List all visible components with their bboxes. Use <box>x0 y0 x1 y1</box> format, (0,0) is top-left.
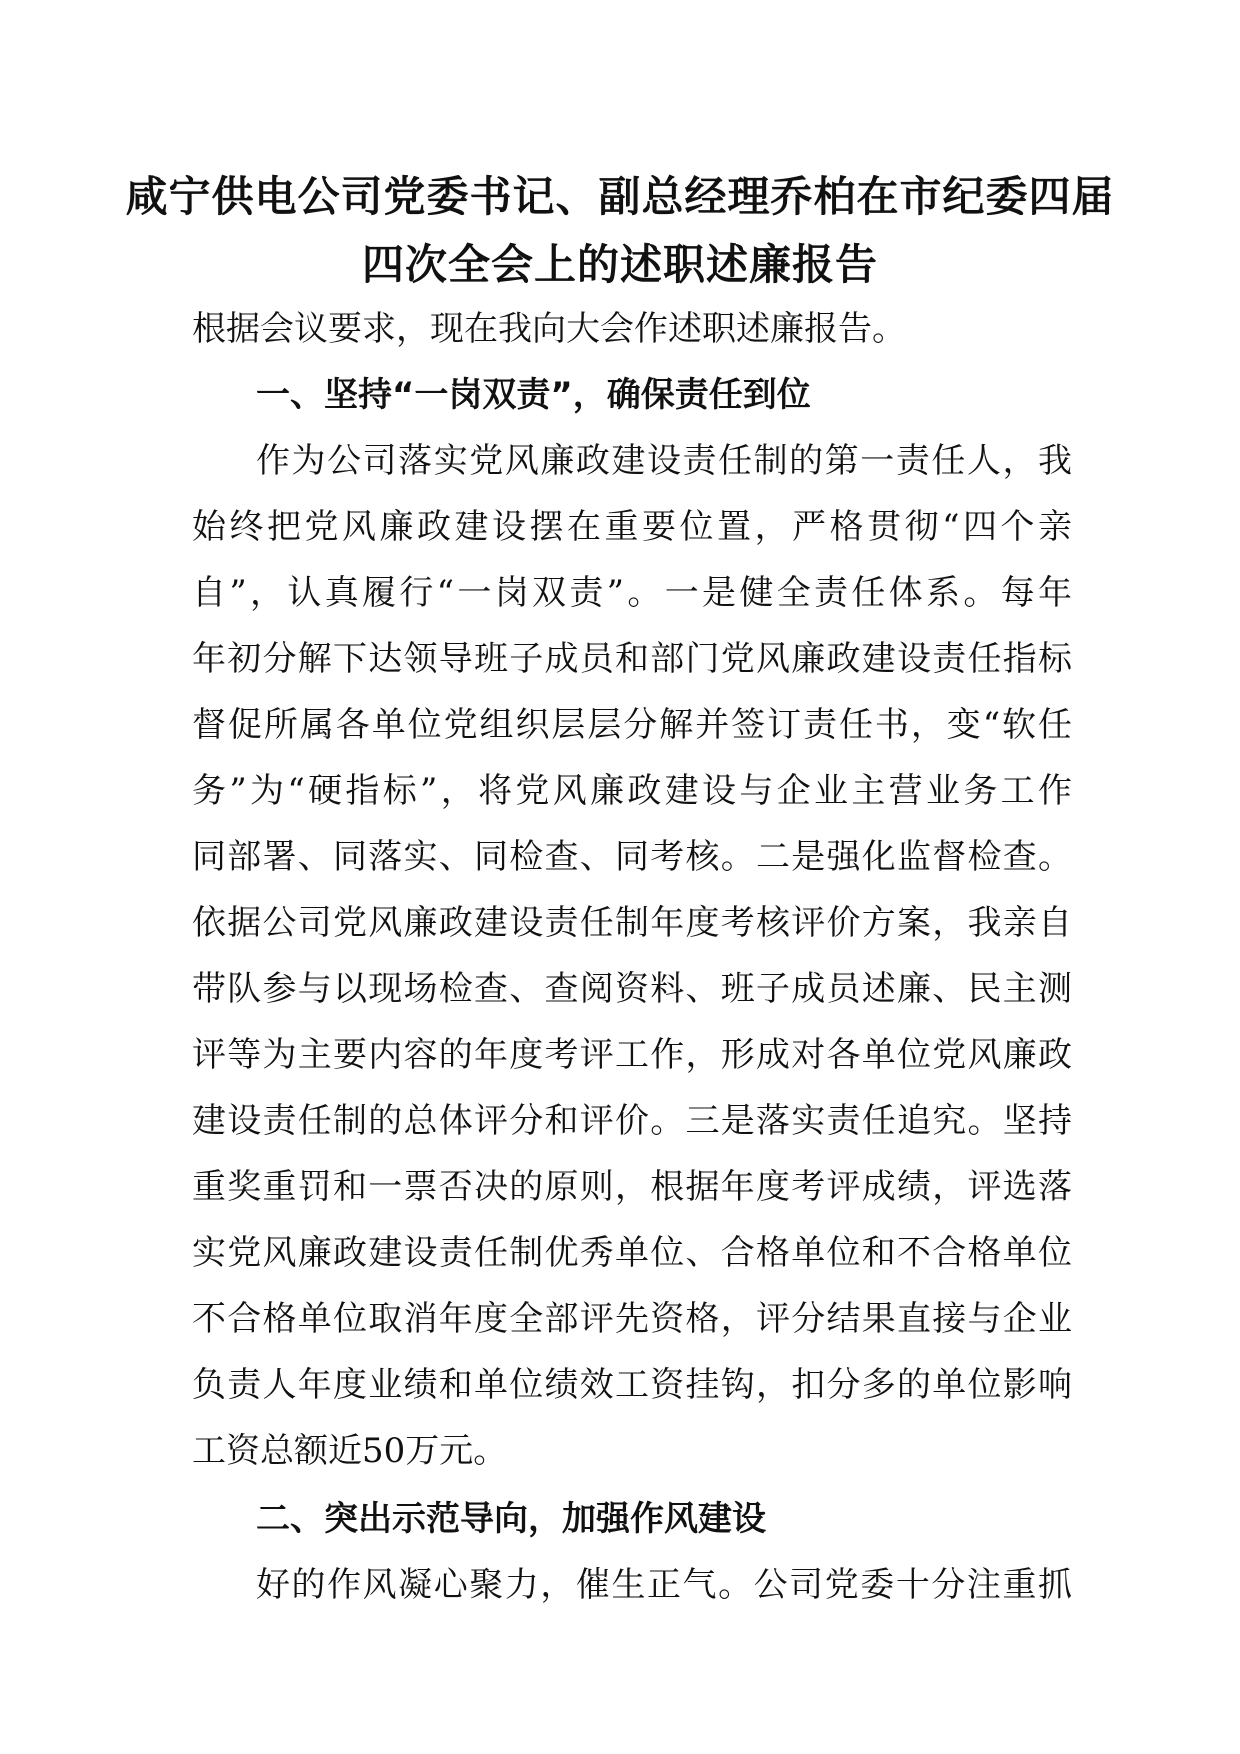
section-2-line: 好的作风凝心聚力，催生正气。公司党委十分注重抓 <box>256 1565 1072 1605</box>
section-1-line: 依据公司党风廉政建设责任制年度考核评价方案，我亲自 <box>192 903 1072 943</box>
section-1-line: 作为公司落实党风廉政建设责任制的第一责任人，我 <box>256 441 1072 481</box>
section-1-line: 不合格单位取消年度全部评先资格，评分结果直接与企业 <box>192 1299 1072 1339</box>
intro-paragraph: 根据会议要求，现在我向大会作述职述廉报告。 <box>192 309 906 349</box>
section-1-line: 工资总额近50万元。 <box>192 1431 508 1471</box>
section-1-line: 负责人年度业绩和单位绩效工资挂钩，扣分多的单位影响 <box>192 1365 1072 1405</box>
section-1-line: 建设责任制的总体评分和评价。三是落实责任追究。坚持 <box>192 1101 1072 1141</box>
document-title-line-2: 四次全会上的述职述廉报告 <box>361 240 878 289</box>
section-1-line: 始终把党风廉政建设摆在重要位置，严格贯彻“四个亲 <box>192 507 1072 547</box>
section-2-heading: 二、突出示范导向，加强作风建设 <box>256 1499 766 1539</box>
section-1-line: 重奖重罚和一票否决的原则，根据年度考评成绩，评选落 <box>192 1167 1072 1207</box>
section-1-line: 实党风廉政建设责任制优秀单位、合格单位和不合格单位 <box>192 1233 1072 1273</box>
document-title-line-1: 咸宁供电公司党委书记、副总经理乔柏在市纪委四届 <box>125 172 1115 221</box>
section-1-heading: 一、坚持“一岗双责”，确保责任到位 <box>256 375 811 415</box>
section-1-line: 评等为主要内容的年度考评工作，形成对各单位党风廉政 <box>192 1035 1072 1075</box>
section-1-line: 年初分解下达领导班子成员和部门党风廉政建设责任指标 <box>192 639 1072 679</box>
section-1-line: 务”为“硬指标”，将党风廉政建设与企业主营业务工作 <box>192 771 1072 811</box>
section-1-line: 同部署、同落实、同检查、同考核。二是强化监督检查。 <box>192 837 1072 877</box>
section-1-line: 自”，认真履行“一岗双责”。一是健全责任体系。每年 <box>192 573 1072 613</box>
section-1-line: 督促所属各单位党组织层层分解并签订责任书，变“软任 <box>192 705 1072 745</box>
section-1-line: 带队参与以现场检查、查阅资料、班子成员述廉、民主测 <box>192 969 1072 1009</box>
